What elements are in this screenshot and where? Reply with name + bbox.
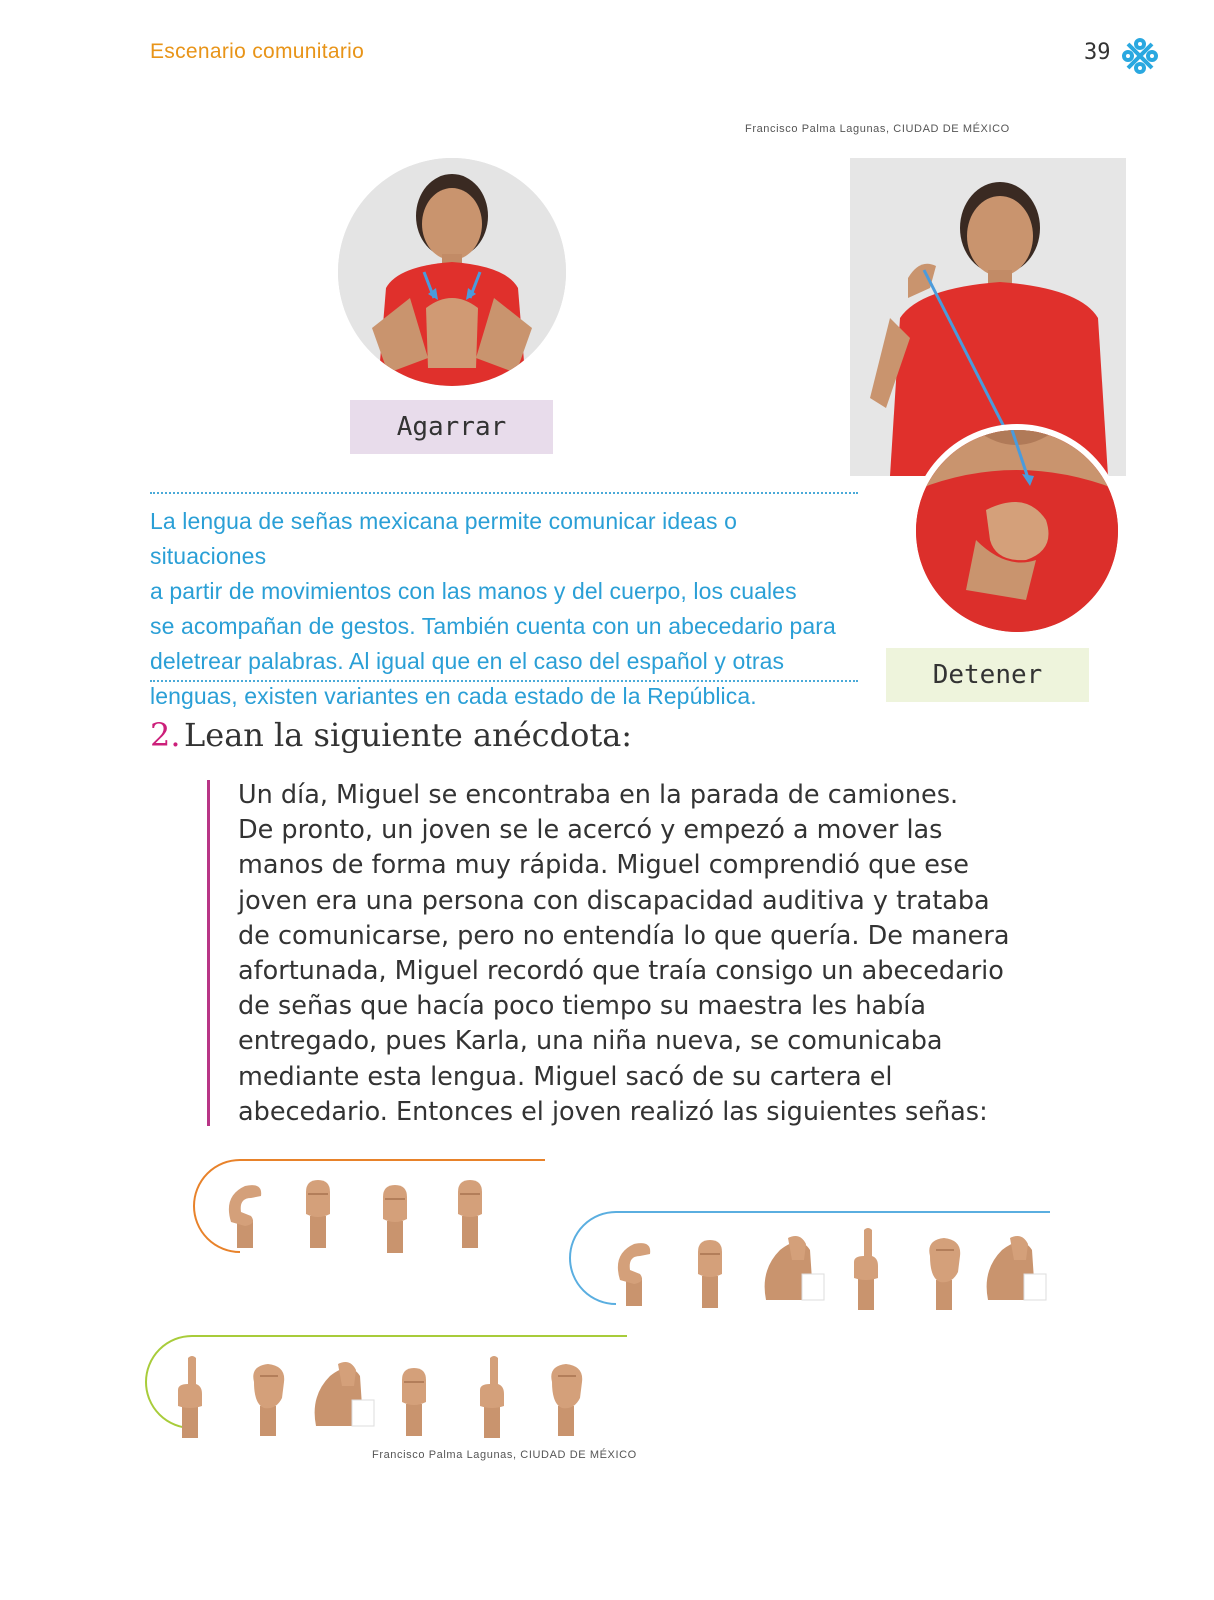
hand-sign (253, 1364, 284, 1436)
story-line: de señas que hacía poco tiempo su maestra les había (238, 991, 926, 1022)
detener-label: Detener (886, 648, 1089, 702)
activity-number: 2. (150, 716, 181, 754)
hand-sign (698, 1240, 722, 1308)
photo-credit-bottom: Francisco Palma Lagunas, CIUDAD DE MÉXICO (372, 1449, 637, 1461)
hand-sign (458, 1180, 482, 1248)
story-line: afortunada, Miguel recordó que traía consigo un abecedario (238, 956, 1004, 987)
hand-sign (480, 1356, 504, 1438)
story-line: De pronto, un joven se le acercó y empezó a mover las (238, 815, 943, 846)
hand-sign (618, 1243, 650, 1306)
info-line: deletrear palabras. Al igual que en el caso del español y otras (150, 648, 785, 674)
hand-sign (929, 1238, 960, 1310)
story-line: joven era una persona con discapacidad auditiva y trataba (238, 885, 990, 916)
hand-sign (178, 1356, 202, 1438)
hand-sign (551, 1364, 582, 1436)
story-line: de comunicarse, pero no entendía lo que quería. De manera (238, 920, 1010, 951)
story-line: manos de forma muy rápida. Miguel comprendió que ese (238, 850, 969, 881)
agarrar-label: Agarrar (350, 400, 553, 454)
page-number: 39 (1084, 40, 1111, 65)
section-title: Escenario comunitario (150, 40, 365, 63)
info-line: se acompañan de gestos. También cuenta con un abecedario para (150, 613, 836, 639)
hand-sign (402, 1368, 426, 1436)
hand-sign (987, 1236, 1046, 1300)
hand-sign (854, 1228, 878, 1310)
story-line: entregado, pues Karla, una niña nueva, se comunicaba (238, 1026, 943, 1057)
info-line: lenguas, existen variantes en cada estado de la República. (150, 683, 757, 709)
info-line: La lengua de señas mexicana permite comunicar ideas o situaciones (150, 508, 738, 569)
story-line: abecedario. Entonces el joven realizó las siguientes señas: (238, 1096, 988, 1127)
story-line: mediante esta lengua. Miguel sacó de su cartera el (238, 1061, 893, 1092)
story-line: Un día, Miguel se encontraba en la parada de camiones. (238, 780, 959, 810)
hand-sign (306, 1180, 330, 1248)
hand-sign (315, 1362, 374, 1426)
info-line: a partir de movimientos con las manos y del cuerpo, los cuales (150, 578, 797, 604)
hand-sign (383, 1185, 407, 1253)
hand-sign (229, 1185, 261, 1248)
activity-instruction: Lean la siguiente anécdota: (184, 716, 633, 754)
hand-sign (765, 1236, 824, 1300)
photo-credit-top: Francisco Palma Lagunas, CIUDAD DE MÉXICO (745, 123, 1010, 135)
